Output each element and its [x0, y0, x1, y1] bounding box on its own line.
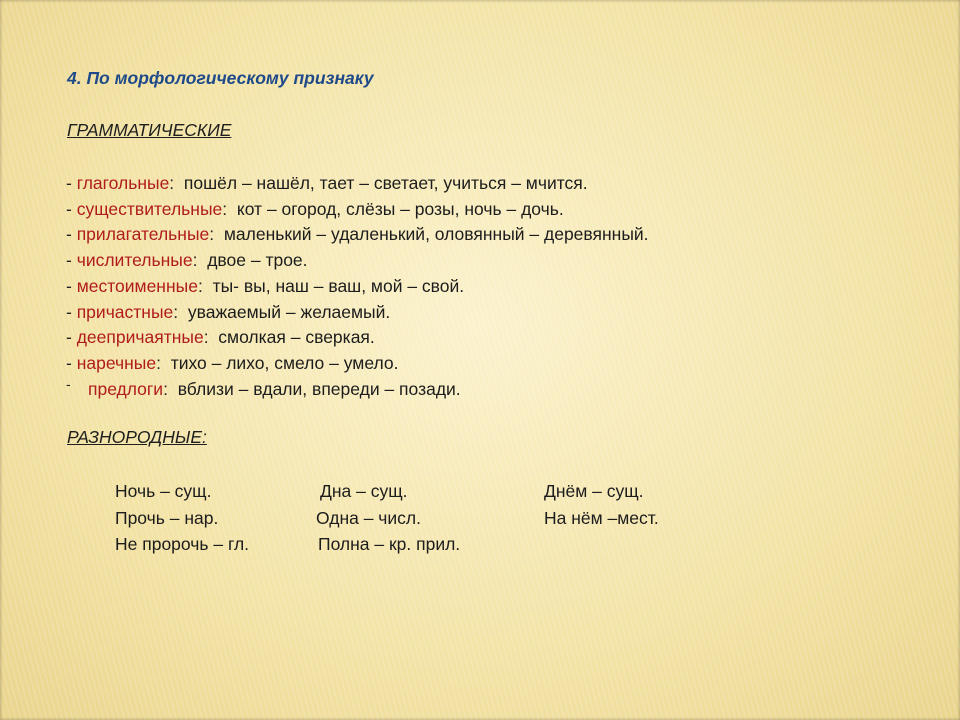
- list-dash: -: [66, 352, 72, 373]
- list-dash: -: [66, 301, 72, 322]
- list-colon: :: [222, 198, 228, 219]
- heterogeneous-column: [115, 478, 249, 558]
- word-entry: Ночь – сущ.: [115, 481, 212, 501]
- list-dash: -: [66, 198, 72, 219]
- list-colon: :: [163, 378, 168, 399]
- word-entry: Одна – числ.: [316, 507, 422, 528]
- heterogeneous-section-title: РАЗНОРОДНЫЕ:: [67, 427, 207, 447]
- list-colon: :: [209, 224, 215, 245]
- examples-text: двое – трое.: [207, 250, 308, 271]
- category-term: прилагательные: [76, 224, 210, 245]
- category-term: местоименные: [76, 275, 198, 296]
- examples-text: уважаемый – желаемый.: [187, 301, 391, 322]
- category-term: числительные: [76, 250, 193, 271]
- word-entry: Днём – сущ.: [544, 481, 644, 501]
- list-colon: :: [197, 275, 203, 296]
- list-colon: :: [169, 173, 175, 193]
- examples-text: пошёл – нашёл, тает – светает, учиться – мчится.: [183, 173, 588, 193]
- word-entry: Полна – кр. прил.: [318, 534, 461, 554]
- list-item: [66, 171, 649, 197]
- list-item: [66, 197, 649, 223]
- word-entry: На нём –мест.: [544, 507, 659, 528]
- list-colon: :: [192, 250, 198, 271]
- grammatical-section-title: ГРАММАТИЧЕСКИЕ: [67, 120, 232, 140]
- category-term: глагольные: [76, 173, 170, 193]
- list-item: [66, 248, 649, 274]
- word-entry: Не пророчь – гл.: [115, 534, 250, 554]
- word-entry: Дна – сущ.: [320, 481, 408, 501]
- list-item: [66, 377, 649, 404]
- heterogeneous-column: [316, 478, 460, 558]
- category-term: существительные: [76, 198, 223, 219]
- list-dash: -: [66, 173, 72, 193]
- list-item: [66, 325, 649, 351]
- examples-text: кот – огород, слёзы – розы, ночь – дочь.: [236, 198, 564, 219]
- examples-text: маленький – удаленький, оловянный – деревянный.: [223, 224, 649, 245]
- list-colon: :: [173, 301, 179, 322]
- category-term: деепричаятные: [76, 327, 204, 348]
- list-dash: -: [66, 250, 72, 271]
- word-entry: Прочь – нар.: [115, 507, 219, 528]
- list-item: [66, 300, 649, 326]
- slide-heading: 4. По морфологическому признаку: [67, 68, 374, 88]
- list-dash: -: [66, 275, 72, 296]
- grammatical-list: [66, 171, 649, 403]
- category-term: причастные: [76, 301, 174, 322]
- list-item: [66, 351, 649, 377]
- list-colon: :: [156, 352, 161, 373]
- list-item: [66, 274, 649, 300]
- list-dash: -: [66, 224, 72, 245]
- examples-text: смолкая – сверкая.: [218, 327, 375, 348]
- category-term: предлоги: [88, 378, 164, 399]
- heterogeneous-column: [544, 478, 659, 531]
- list-dash: -: [66, 327, 72, 348]
- list-colon: :: [203, 327, 209, 348]
- list-item: [66, 222, 649, 248]
- category-term: наречные: [76, 352, 157, 373]
- list-dash: -: [66, 375, 71, 392]
- examples-text: ты- вы, наш – ваш, мой – свой.: [212, 275, 465, 296]
- examples-text: вблизи – вдали, впереди – позади.: [177, 378, 461, 399]
- examples-text: тихо – лихо, смело – умело.: [170, 352, 399, 373]
